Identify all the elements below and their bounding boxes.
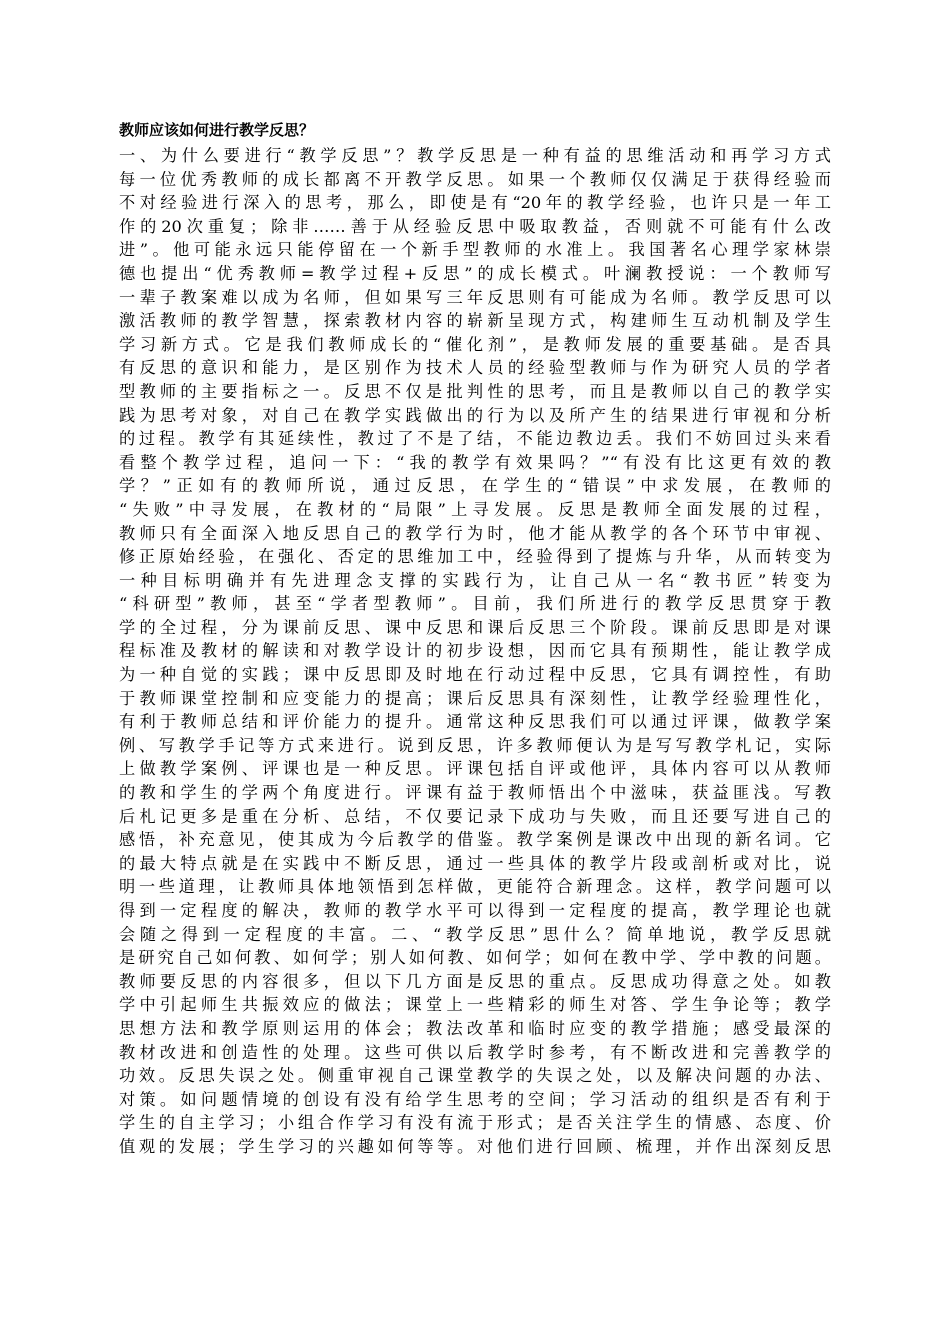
text-line: 的教和学生的学两个角度进行。评课有益于教师悟出个中滋味，获益匪浅。写教 bbox=[119, 783, 831, 803]
text-line: 一辈子教案难以成为名师，但如果写三年反思则有可能成为名师。教学反思可以 bbox=[119, 287, 831, 307]
text-line: 是研究自己如何教、如何学；别人如何教、如何学；如何在教中学、学中教的问题。 bbox=[119, 948, 831, 968]
text-line: 有利于教师总结和评价能力的提升。通常这种反思我们可以通过评课，做教学案 bbox=[119, 712, 831, 732]
text-line: 教师要反思的内容很多，但以下几方面是反思的重点。反思成功得意之处。如教 bbox=[119, 971, 831, 991]
text-line: 学？”正如有的教师所说，通过反思，在学生的“错误”中求发展，在教师的 bbox=[119, 476, 831, 496]
text-line: 德也提出“优秀教师=教学过程+反思”的成长模式。叶澜教授说：一个教师写 bbox=[119, 263, 831, 283]
text-line: “失败”中寻发展，在教材的“局限”上寻发展。反思是教师全面发展的过程， bbox=[119, 499, 831, 519]
text-line: 对策。如问题情境的创设有没有给学生思考的空间；学习活动的组织是否有利于 bbox=[119, 1089, 831, 1109]
document-page bbox=[119, 120, 831, 1182]
text-line: 教材改进和创造性的处理。这些可供以后教学时参考，有不断改进和完善教学的 bbox=[119, 1042, 831, 1062]
text-line: 型教师的主要指标之一。反思不仅是批判性的思考，而且是教师以自己的教学实 bbox=[119, 381, 831, 401]
text-line: 会随之得到一定程度的丰富。二、“教学反思”思什么？简单地说，教学反思就 bbox=[119, 924, 831, 944]
text-line: 不对经验进行深入的思考，那么，即使是有“20年的教学经验，也许只是一年工 bbox=[119, 193, 831, 213]
text-line: 程标准及教材的解读和对教学设计的初步设想，因而它具有预期性，能让教学成 bbox=[119, 641, 831, 661]
text-line: 有反思的意识和能力，是区别作为技术人员的经验型教师与作为研究人员的学者 bbox=[119, 358, 831, 378]
text-line: 后札记更多是重在分析、总结，不仅要记录下成功与失败，而且还要写进自己的 bbox=[119, 806, 831, 826]
text-line: 感悟，补充意见，使其成为今后教学的借鉴。教学案例是课改中出现的新名词。它 bbox=[119, 830, 831, 850]
text-line: 学习新方式。它是我们教师成长的“催化剂”，是教师发展的重要基础。是否具 bbox=[119, 334, 831, 354]
document-body bbox=[119, 144, 831, 1182]
text-line: 看整个教学过程，追问一下：“我的教学有效果吗？”“有没有比这更有效的教 bbox=[119, 452, 831, 472]
text-line: 每一位优秀教师的成长都离不开教学反思。如果一个教师仅仅满足于获得经验而 bbox=[119, 169, 831, 189]
text-line: 例、写教学手记等方式来进行。说到反思，许多教师便认为是写写教学札记，实际 bbox=[119, 735, 831, 755]
text-line: 学生的自主学习；小组合作学习有没有流于形式；是否关注学生的情感、态度、价 bbox=[119, 1113, 831, 1133]
text-line: 作的20次重复；除非……善于从经验反思中吸取教益，否则就不可能有什么改 bbox=[119, 216, 831, 236]
text-line: 进”。他可能永远只能停留在一个新手型教师的水准上。我国著名心理学家林崇 bbox=[119, 240, 831, 260]
text-line: 学的全过程，分为课前反思、课中反思和课后反思三个阶段。课前反思即是对课 bbox=[119, 617, 831, 637]
text-line: 的最大特点就是在实践中不断反思，通过一些具体的教学片段或剖析或对比，说 bbox=[119, 853, 831, 873]
text-line: 上做教学案例、评课也是一种反思。评课包括自评或他评，具体内容可以从教师 bbox=[119, 759, 831, 779]
text-line: 一种目标明确并有先进理念支撑的实践行为，让自己从一名“教书匠”转变为 bbox=[119, 570, 831, 590]
text-line: 思想方法和教学原则运用的体会；教法改革和临时应变的教学措施；感受最深的 bbox=[119, 1018, 831, 1038]
text-line: 学中引起师生共振效应的做法；课堂上一些精彩的师生对答、学生争论等；教学 bbox=[119, 995, 831, 1015]
text-line: 一、为什么要进行“教学反思”？教学反思是一种有益的思维活动和再学习方式 bbox=[119, 146, 831, 165]
document-title: 教师应该如何进行教学反思？ bbox=[119, 121, 315, 139]
text-line: 为一种自觉的实践；课中反思即及时地在行动过程中反思，它具有调控性，有助 bbox=[119, 665, 831, 685]
text-line: 修正原始经验，在强化、否定的思维加工中，经验得到了提炼与升华，从而转变为 bbox=[119, 547, 831, 567]
text-line bbox=[119, 1159, 831, 1183]
text-line: 明一些道理，让教师具体地领悟到怎样做，更能符合新理念。这样，教学问题可以 bbox=[119, 877, 831, 897]
text-line: 得到一定程度的解决，教师的教学水平可以得到一定程度的提高，教学理论也就 bbox=[119, 901, 831, 920]
text-line: 践为思考对象，对自己在教学实践做出的行为以及所产生的结果进行审视和分析 bbox=[119, 405, 831, 425]
text-line: 值观的发展；学生学习的兴趣如何等等。对他们进行回顾、梳理，并作出深刻反思 bbox=[119, 1136, 831, 1156]
text-line: 功效。反思失误之处。侧重审视自己课堂教学的失误之处，以及解决问题的办法、 bbox=[119, 1066, 831, 1086]
text-line: 教师只有全面深入地反思自己的教学行为时，他才能从教学的各个环节中审视、 bbox=[119, 523, 831, 543]
text-line: “科研型”教师，甚至“学者型教师”。目前，我们所进行的教学反思贯穿于教 bbox=[119, 594, 831, 614]
text-line: 激活教师的教学智慧，探索教材内容的崭新呈现方式，构建师生互动机制及学生 bbox=[119, 311, 831, 331]
text-line: 于教师课堂控制和应变能力的提高；课后反思具有深刻性，让教学经验理性化， bbox=[119, 688, 831, 708]
text-line: 的过程。教学有其延续性，教过了不是了结，不能边教边丢。我们不妨回过头来看 bbox=[119, 429, 831, 449]
